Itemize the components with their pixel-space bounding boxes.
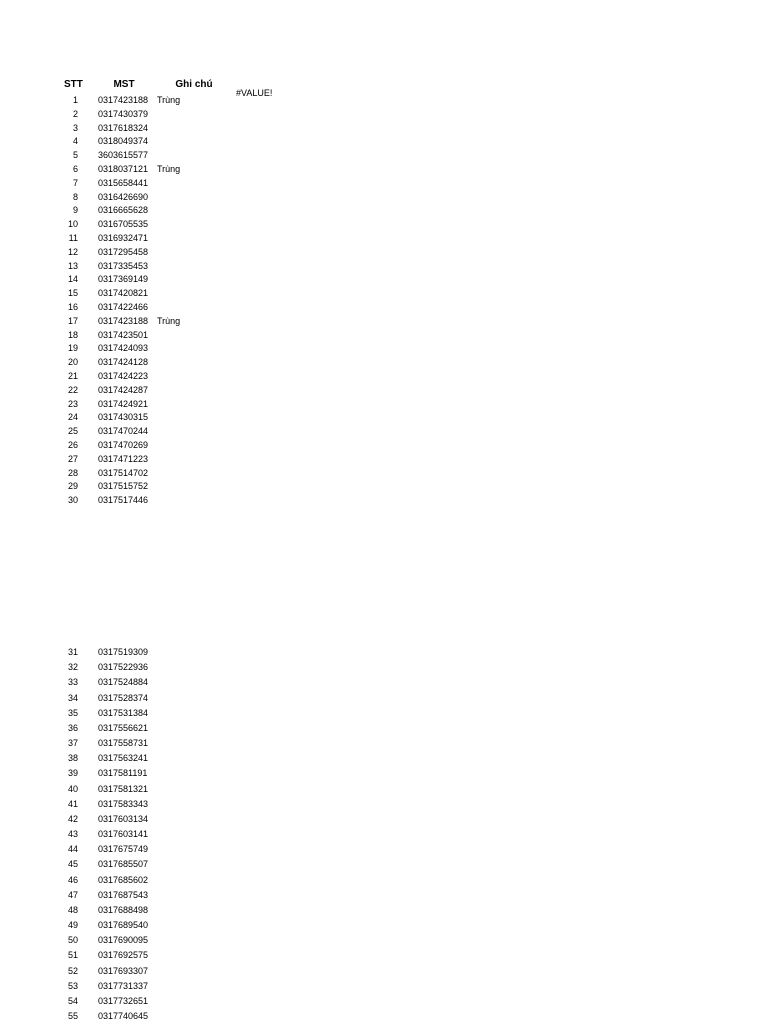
table-row [0, 260, 400, 274]
cell-stt: 52 [67, 965, 78, 976]
table-row [0, 858, 400, 873]
cell-stt: 38 [67, 753, 78, 764]
cell-stt: 1 [72, 95, 78, 105]
table-block-1 [0, 94, 400, 508]
cell-mst: 0317519309 [98, 647, 149, 657]
table-row [0, 752, 400, 767]
cell-mst: 0318037121 [98, 163, 149, 174]
cell-stt: 3 [72, 122, 78, 133]
table-row [0, 874, 400, 889]
table-row [0, 425, 400, 439]
cell-stt: 45 [67, 859, 78, 870]
table-row [0, 494, 400, 508]
table-row [0, 828, 400, 843]
cell-mst: 0317471223 [98, 453, 149, 464]
cell-stt: 33 [67, 677, 78, 688]
table-row [0, 661, 400, 676]
cell-stt: 15 [67, 288, 78, 299]
cell-stt: 6 [72, 163, 78, 174]
cell-mst: 0317689540 [98, 920, 149, 931]
table-row [0, 218, 400, 232]
table-row [0, 149, 400, 163]
error-cell: #VALUE! [236, 88, 273, 98]
cell-mst: 0317583343 [98, 798, 149, 809]
cell-mst: 0317732651 [98, 995, 149, 1006]
cell-mst: 0317470244 [98, 426, 149, 437]
cell-stt: 41 [67, 798, 78, 809]
cell-stt: 44 [67, 844, 78, 855]
cell-mst: 0317556621 [98, 722, 149, 733]
cell-stt: 2 [72, 108, 78, 119]
table-row [0, 108, 400, 122]
cell-mst: 0317422466 [98, 301, 149, 312]
cell-mst: 0317603134 [98, 813, 149, 824]
cell-mst: 0317690095 [98, 935, 149, 946]
table-row [0, 301, 400, 315]
cell-mst: 0317687543 [98, 889, 149, 900]
cell-mst: 0315658441 [98, 177, 149, 188]
cell-mst: 0317517446 [98, 495, 149, 506]
cell-stt: 4 [72, 136, 78, 147]
table-row [0, 722, 400, 737]
table-row [0, 980, 400, 995]
cell-stt: 36 [67, 722, 78, 733]
table-row [0, 934, 400, 949]
table-block-2 [0, 646, 400, 1025]
cell-mst: 0316932471 [98, 232, 149, 243]
cell-stt: 12 [67, 246, 78, 257]
cell-mst: 0317424921 [98, 398, 149, 409]
cell-mst: 0317693307 [98, 965, 149, 976]
table-row [0, 384, 400, 398]
table-row [0, 191, 400, 205]
cell-stt: 32 [67, 662, 78, 673]
cell-mst: 0317423188 [98, 95, 149, 105]
table-row [0, 692, 400, 707]
cell-mst: 0317424287 [98, 384, 149, 395]
table-row [0, 949, 400, 964]
cell-stt: 20 [67, 357, 78, 368]
cell-note: Trùng [157, 163, 181, 174]
cell-mst: 0317603141 [98, 829, 149, 840]
cell-stt: 19 [67, 343, 78, 354]
table-row [0, 94, 400, 108]
table-row [0, 798, 400, 813]
column-header-mst: MST [113, 79, 135, 90]
cell-stt: 34 [67, 692, 78, 703]
cell-stt: 46 [67, 874, 78, 885]
cell-stt: 50 [67, 935, 78, 946]
cell-mst: 3603615577 [98, 150, 149, 161]
cell-mst: 0317430315 [98, 412, 149, 423]
cell-stt: 8 [72, 191, 78, 202]
cell-stt: 30 [67, 495, 78, 506]
cell-stt: 23 [67, 398, 78, 409]
cell-mst: 0318049374 [98, 136, 149, 147]
table-row [0, 646, 400, 661]
cell-stt: 39 [67, 768, 78, 779]
table-row [0, 767, 400, 782]
cell-stt: 35 [67, 707, 78, 718]
cell-stt: 7 [72, 177, 78, 188]
table-row [0, 398, 400, 412]
cell-stt: 48 [67, 904, 78, 915]
cell-mst: 0316705535 [98, 219, 149, 230]
cell-mst: 0317424128 [98, 357, 149, 368]
cell-stt: 21 [67, 370, 78, 381]
cell-stt: 25 [67, 426, 78, 437]
table-row [0, 676, 400, 691]
cell-stt: 18 [67, 329, 78, 340]
cell-mst: 0317470269 [98, 439, 149, 450]
table-row [0, 232, 400, 246]
cell-stt: 22 [67, 384, 78, 395]
cell-mst: 0317369149 [98, 274, 149, 285]
cell-stt: 26 [67, 439, 78, 450]
cell-stt: 24 [67, 412, 78, 423]
table-row [0, 783, 400, 798]
cell-mst: 0317295458 [98, 246, 149, 257]
table-row [0, 889, 400, 904]
cell-mst: 0317420821 [98, 288, 149, 299]
table-row [0, 246, 400, 260]
table-row [0, 204, 400, 218]
cell-stt: 28 [67, 467, 78, 478]
cell-mst: 0317581191 [98, 768, 148, 779]
table-row [0, 122, 400, 136]
cell-stt: 16 [67, 301, 78, 312]
cell-mst: 0316665628 [98, 205, 149, 216]
cell-mst: 0317563241 [98, 753, 149, 764]
table-row [0, 467, 400, 481]
cell-mst: 0317558731 [98, 738, 149, 749]
table-row [0, 356, 400, 370]
table-row [0, 707, 400, 722]
cell-mst: 0317685602 [98, 874, 149, 885]
table-row [0, 904, 400, 919]
table-row [0, 315, 400, 329]
cell-stt: 17 [67, 315, 78, 326]
cell-mst: 0316426690 [98, 191, 149, 202]
cell-mst: 0317424223 [98, 370, 149, 381]
cell-stt: 11 [68, 232, 78, 243]
table-row [0, 919, 400, 934]
cell-mst: 0317618324 [98, 122, 149, 133]
cell-stt: 10 [67, 219, 78, 230]
cell-mst: 0317335453 [98, 260, 149, 271]
cell-mst: 0317531384 [98, 707, 149, 718]
cell-stt: 14 [67, 274, 78, 285]
cell-mst: 0317581321 [98, 783, 149, 794]
cell-stt: 54 [67, 995, 78, 1006]
cell-stt: 53 [67, 980, 78, 991]
cell-stt: 37 [67, 738, 78, 749]
cell-stt: 31 [67, 647, 78, 657]
table-row [0, 342, 400, 356]
table-row [0, 1010, 400, 1025]
table-row [0, 177, 400, 191]
cell-stt: 49 [67, 920, 78, 931]
cell-mst: 0317522936 [98, 662, 149, 673]
table-row [0, 453, 400, 467]
cell-stt: 9 [72, 205, 78, 216]
table-row [0, 480, 400, 494]
cell-mst: 0317424093 [98, 343, 149, 354]
cell-mst: 0317675749 [98, 844, 149, 855]
cell-stt: 47 [67, 889, 78, 900]
cell-stt: 13 [67, 260, 78, 271]
cell-note: Trùng [157, 95, 181, 105]
cell-mst: 0317524884 [98, 677, 149, 688]
cell-mst: 0317740645 [98, 1011, 149, 1022]
table-row [0, 995, 400, 1010]
cell-stt: 55 [67, 1011, 78, 1022]
table-row [0, 163, 400, 177]
cell-stt: 51 [67, 950, 78, 961]
cell-stt: 29 [67, 481, 78, 492]
table-row [0, 411, 400, 425]
cell-note: Trùng [157, 315, 181, 326]
cell-stt: 40 [67, 783, 78, 794]
cell-mst: 0317528374 [98, 692, 149, 703]
cell-mst: 0317423501 [98, 329, 149, 340]
table-row [0, 843, 400, 858]
column-header-note: Ghi chú [175, 79, 213, 90]
table-row [0, 737, 400, 752]
table-row [0, 287, 400, 301]
table-row [0, 135, 400, 149]
cell-mst: 0317430379 [98, 108, 149, 119]
table-row [0, 370, 400, 384]
table-row [0, 439, 400, 453]
cell-mst: 0317692575 [98, 950, 149, 961]
cell-stt: 27 [67, 453, 78, 464]
table-row [0, 273, 400, 287]
table-row [0, 813, 400, 828]
cell-mst: 0317514702 [98, 467, 149, 478]
cell-mst: 0317685507 [98, 859, 149, 870]
cell-stt: 43 [67, 829, 78, 840]
cell-mst: 0317423188 [98, 315, 149, 326]
cell-mst: 0317731337 [98, 980, 149, 991]
cell-mst: 0317688498 [98, 904, 149, 915]
cell-stt: 5 [72, 150, 78, 161]
cell-stt: 42 [67, 813, 78, 824]
table-row [0, 965, 400, 980]
column-header-stt: STT [64, 79, 83, 90]
table-row [0, 329, 400, 343]
cell-mst: 0317515752 [98, 481, 149, 492]
